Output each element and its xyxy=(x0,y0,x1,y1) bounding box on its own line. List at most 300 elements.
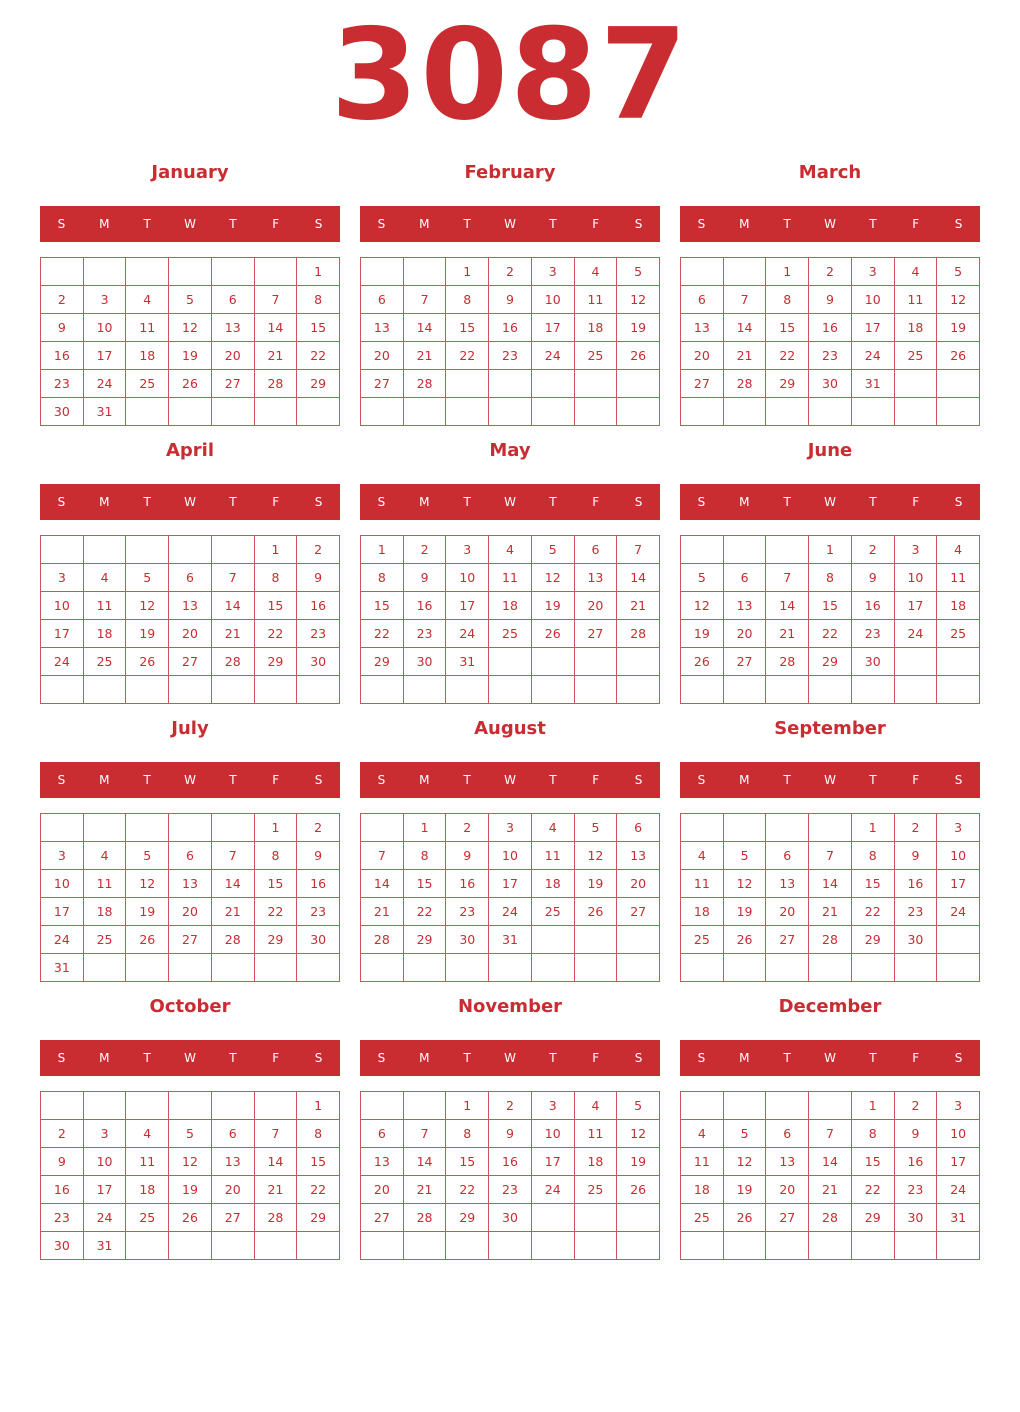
day-cell: 22 xyxy=(404,898,447,926)
day-cell: 30 xyxy=(489,1204,532,1232)
day-cell: 18 xyxy=(532,870,575,898)
day-cell: 23 xyxy=(895,1176,938,1204)
weekday-label: W xyxy=(184,773,196,787)
month-name: October xyxy=(149,996,231,1017)
weekday-label: W xyxy=(504,495,516,509)
day-cell: 14 xyxy=(809,1148,852,1176)
empty-cell xyxy=(126,954,169,982)
day-cell: 12 xyxy=(681,592,724,620)
day-cell: 9 xyxy=(41,314,84,342)
day-cell: 4 xyxy=(937,536,980,564)
day-cell: 7 xyxy=(809,1120,852,1148)
day-cell: 27 xyxy=(766,1204,809,1232)
empty-cell xyxy=(895,954,938,982)
weekday-header xyxy=(680,1040,980,1076)
empty-cell xyxy=(489,370,532,398)
day-cell: 1 xyxy=(404,814,447,842)
empty-cell xyxy=(255,676,298,704)
day-cell: 28 xyxy=(809,1204,852,1232)
day-cell: 15 xyxy=(361,592,404,620)
day-cell: 27 xyxy=(169,648,212,676)
day-cell: 2 xyxy=(446,814,489,842)
day-grid xyxy=(40,813,340,982)
day-cell: 12 xyxy=(937,286,980,314)
day-cell: 22 xyxy=(852,898,895,926)
day-cell: 16 xyxy=(41,1176,84,1204)
day-cell: 17 xyxy=(41,898,84,926)
day-cell: 9 xyxy=(809,286,852,314)
weekday-label: T xyxy=(549,773,557,787)
day-cell: 14 xyxy=(404,314,447,342)
day-cell: 30 xyxy=(41,1232,84,1260)
day-grid xyxy=(680,813,980,982)
weekday-label: S xyxy=(697,1051,706,1065)
day-cell: 15 xyxy=(852,870,895,898)
day-cell: 9 xyxy=(41,1148,84,1176)
day-cell: 7 xyxy=(766,564,809,592)
weekday-label: F xyxy=(912,495,920,509)
empty-cell xyxy=(41,1092,84,1120)
day-cell: 3 xyxy=(937,814,980,842)
weekday-header xyxy=(680,762,980,798)
day-cell: 25 xyxy=(489,620,532,648)
empty-cell xyxy=(297,398,340,426)
day-cell: 6 xyxy=(681,286,724,314)
day-cell: 3 xyxy=(84,1120,127,1148)
day-cell: 1 xyxy=(297,258,340,286)
day-cell: 28 xyxy=(766,648,809,676)
empty-cell xyxy=(255,1092,298,1120)
empty-cell xyxy=(681,398,724,426)
day-cell: 24 xyxy=(532,342,575,370)
day-cell: 25 xyxy=(575,342,618,370)
day-cell: 15 xyxy=(297,314,340,342)
day-cell: 22 xyxy=(809,620,852,648)
day-cell: 23 xyxy=(297,620,340,648)
day-cell: 1 xyxy=(446,258,489,286)
empty-cell xyxy=(937,370,980,398)
day-cell: 9 xyxy=(446,842,489,870)
day-cell: 3 xyxy=(446,536,489,564)
weekday-label: F xyxy=(912,773,920,787)
day-cell: 27 xyxy=(617,898,660,926)
weekday-label: T xyxy=(869,217,877,231)
day-cell: 6 xyxy=(169,564,212,592)
empty-cell xyxy=(84,1092,127,1120)
empty-cell xyxy=(532,648,575,676)
day-cell: 1 xyxy=(361,536,404,564)
day-cell: 26 xyxy=(681,648,724,676)
day-cell: 13 xyxy=(766,1148,809,1176)
day-cell: 26 xyxy=(126,926,169,954)
day-cell: 7 xyxy=(404,1120,447,1148)
day-cell: 18 xyxy=(575,1148,618,1176)
weekday-label: S xyxy=(314,773,323,787)
empty-cell xyxy=(532,370,575,398)
weekday-label: S xyxy=(57,217,66,231)
empty-cell xyxy=(809,1092,852,1120)
weekday-header xyxy=(40,762,340,798)
empty-cell xyxy=(404,1092,447,1120)
empty-cell xyxy=(126,398,169,426)
weekday-label: F xyxy=(272,495,280,509)
day-cell: 3 xyxy=(532,258,575,286)
day-cell: 24 xyxy=(937,1176,980,1204)
day-cell: 5 xyxy=(617,258,660,286)
empty-cell xyxy=(575,398,618,426)
day-cell: 18 xyxy=(84,620,127,648)
day-cell: 8 xyxy=(404,842,447,870)
day-cell: 23 xyxy=(297,898,340,926)
empty-cell xyxy=(361,1092,404,1120)
day-cell: 28 xyxy=(212,648,255,676)
day-cell: 17 xyxy=(84,1176,127,1204)
empty-cell xyxy=(126,258,169,286)
empty-cell xyxy=(724,676,767,704)
day-cell: 18 xyxy=(681,898,724,926)
day-cell: 13 xyxy=(361,1148,404,1176)
day-cell: 9 xyxy=(297,842,340,870)
empty-cell xyxy=(169,398,212,426)
day-cell: 3 xyxy=(41,564,84,592)
day-cell: 25 xyxy=(126,370,169,398)
empty-cell xyxy=(852,398,895,426)
day-cell: 20 xyxy=(575,592,618,620)
day-grid xyxy=(360,813,660,982)
day-cell: 20 xyxy=(169,620,212,648)
day-cell: 8 xyxy=(852,1120,895,1148)
weekday-label: T xyxy=(463,773,471,787)
day-cell: 7 xyxy=(617,536,660,564)
empty-cell xyxy=(169,814,212,842)
day-cell: 19 xyxy=(937,314,980,342)
empty-cell xyxy=(41,676,84,704)
empty-cell xyxy=(809,1232,852,1260)
day-cell: 20 xyxy=(617,870,660,898)
day-cell: 17 xyxy=(489,870,532,898)
empty-cell xyxy=(126,676,169,704)
day-cell: 6 xyxy=(766,842,809,870)
month-name: July xyxy=(171,718,209,739)
empty-cell xyxy=(681,676,724,704)
day-cell: 9 xyxy=(404,564,447,592)
weekday-label: M xyxy=(99,1051,110,1065)
day-cell: 27 xyxy=(361,370,404,398)
day-cell: 15 xyxy=(404,870,447,898)
day-cell: 2 xyxy=(41,1120,84,1148)
day-cell: 23 xyxy=(489,1176,532,1204)
empty-cell xyxy=(809,398,852,426)
day-cell: 23 xyxy=(852,620,895,648)
day-cell: 16 xyxy=(297,592,340,620)
day-cell: 1 xyxy=(809,536,852,564)
weekday-label: T xyxy=(229,773,237,787)
day-cell: 5 xyxy=(724,842,767,870)
weekday-label: W xyxy=(184,1051,196,1065)
day-cell: 17 xyxy=(937,1148,980,1176)
day-cell: 3 xyxy=(532,1092,575,1120)
day-cell: 25 xyxy=(681,926,724,954)
day-cell: 23 xyxy=(809,342,852,370)
day-cell: 25 xyxy=(895,342,938,370)
weekday-label: F xyxy=(592,495,600,509)
empty-cell xyxy=(681,536,724,564)
empty-cell xyxy=(169,536,212,564)
day-cell: 28 xyxy=(255,1204,298,1232)
empty-cell xyxy=(724,1092,767,1120)
weekday-label: W xyxy=(824,1051,836,1065)
weekday-label: M xyxy=(739,773,750,787)
day-cell: 18 xyxy=(937,592,980,620)
day-cell: 16 xyxy=(41,342,84,370)
weekday-label: S xyxy=(314,217,323,231)
weekday-label: S xyxy=(954,495,963,509)
day-cell: 29 xyxy=(446,1204,489,1232)
weekday-label: T xyxy=(549,217,557,231)
month-name: April xyxy=(165,440,215,461)
empty-cell xyxy=(766,676,809,704)
day-cell: 10 xyxy=(895,564,938,592)
empty-cell xyxy=(212,258,255,286)
day-cell: 2 xyxy=(852,536,895,564)
day-cell: 7 xyxy=(404,286,447,314)
day-cell: 29 xyxy=(852,1204,895,1232)
day-cell: 20 xyxy=(681,342,724,370)
day-cell: 24 xyxy=(532,1176,575,1204)
day-cell: 21 xyxy=(404,342,447,370)
day-cell: 9 xyxy=(895,1120,938,1148)
empty-cell xyxy=(575,1204,618,1232)
weekday-label: M xyxy=(739,1051,750,1065)
day-cell: 25 xyxy=(681,1204,724,1232)
day-cell: 26 xyxy=(937,342,980,370)
day-cell: 10 xyxy=(937,1120,980,1148)
empty-cell xyxy=(41,814,84,842)
empty-cell xyxy=(84,676,127,704)
day-cell: 24 xyxy=(446,620,489,648)
day-cell: 29 xyxy=(255,926,298,954)
day-cell: 11 xyxy=(532,842,575,870)
day-cell: 20 xyxy=(766,1176,809,1204)
weekday-label: F xyxy=(592,217,600,231)
day-cell: 29 xyxy=(297,370,340,398)
empty-cell xyxy=(766,814,809,842)
day-cell: 5 xyxy=(681,564,724,592)
day-cell: 20 xyxy=(361,1176,404,1204)
day-cell: 8 xyxy=(446,1120,489,1148)
day-cell: 4 xyxy=(532,814,575,842)
day-cell: 29 xyxy=(255,648,298,676)
day-cell: 28 xyxy=(809,926,852,954)
day-cell: 9 xyxy=(297,564,340,592)
day-cell: 13 xyxy=(169,592,212,620)
empty-cell xyxy=(126,1092,169,1120)
month-june xyxy=(680,436,980,704)
day-cell: 20 xyxy=(212,1176,255,1204)
day-cell: 6 xyxy=(766,1120,809,1148)
day-cell: 24 xyxy=(41,926,84,954)
day-cell: 15 xyxy=(852,1148,895,1176)
day-cell: 24 xyxy=(84,370,127,398)
weekday-label: M xyxy=(99,773,110,787)
day-cell: 12 xyxy=(724,870,767,898)
weekday-label: T xyxy=(549,1051,557,1065)
day-cell: 8 xyxy=(255,842,298,870)
day-cell: 12 xyxy=(126,870,169,898)
weekday-label: S xyxy=(377,217,386,231)
day-cell: 5 xyxy=(169,1120,212,1148)
day-cell: 16 xyxy=(446,870,489,898)
day-cell: 19 xyxy=(724,898,767,926)
day-cell: 21 xyxy=(404,1176,447,1204)
empty-cell xyxy=(937,648,980,676)
day-cell: 29 xyxy=(766,370,809,398)
day-cell: 25 xyxy=(532,898,575,926)
day-cell: 27 xyxy=(724,648,767,676)
day-cell: 13 xyxy=(361,314,404,342)
day-cell: 13 xyxy=(212,314,255,342)
day-cell: 12 xyxy=(126,592,169,620)
empty-cell xyxy=(617,1204,660,1232)
day-cell: 3 xyxy=(489,814,532,842)
weekday-label: S xyxy=(377,1051,386,1065)
weekday-label: T xyxy=(869,495,877,509)
empty-cell xyxy=(895,648,938,676)
day-cell: 27 xyxy=(212,1204,255,1232)
day-cell: 20 xyxy=(361,342,404,370)
day-cell: 16 xyxy=(489,314,532,342)
empty-cell xyxy=(681,1232,724,1260)
day-cell: 9 xyxy=(489,1120,532,1148)
day-cell: 2 xyxy=(404,536,447,564)
day-cell: 4 xyxy=(126,1120,169,1148)
day-cell: 7 xyxy=(809,842,852,870)
day-cell: 6 xyxy=(212,286,255,314)
day-cell: 2 xyxy=(297,536,340,564)
day-cell: 17 xyxy=(937,870,980,898)
day-cell: 28 xyxy=(255,370,298,398)
month-name: August xyxy=(474,718,546,739)
day-cell: 3 xyxy=(895,536,938,564)
empty-cell xyxy=(169,258,212,286)
day-cell: 10 xyxy=(84,1148,127,1176)
day-cell: 6 xyxy=(575,536,618,564)
weekday-label: T xyxy=(463,217,471,231)
day-cell: 2 xyxy=(297,814,340,842)
weekday-label: S xyxy=(57,1051,66,1065)
weekday-label: F xyxy=(272,773,280,787)
empty-cell xyxy=(361,1232,404,1260)
day-cell: 30 xyxy=(41,398,84,426)
weekday-label: T xyxy=(229,217,237,231)
weekday-label: S xyxy=(634,217,643,231)
day-cell: 8 xyxy=(446,286,489,314)
day-cell: 5 xyxy=(532,536,575,564)
day-cell: 13 xyxy=(169,870,212,898)
weekday-label: T xyxy=(229,1051,237,1065)
weekday-header xyxy=(360,484,660,520)
empty-cell xyxy=(766,536,809,564)
empty-cell xyxy=(84,814,127,842)
empty-cell xyxy=(446,398,489,426)
day-cell: 9 xyxy=(489,286,532,314)
day-grid xyxy=(680,535,980,704)
weekday-label: W xyxy=(184,495,196,509)
day-cell: 22 xyxy=(297,342,340,370)
day-cell: 22 xyxy=(852,1176,895,1204)
month-may xyxy=(360,436,660,704)
month-november xyxy=(360,992,660,1260)
day-cell: 16 xyxy=(489,1148,532,1176)
day-cell: 1 xyxy=(297,1092,340,1120)
day-cell: 11 xyxy=(126,314,169,342)
day-cell: 12 xyxy=(724,1148,767,1176)
weekday-label: M xyxy=(99,217,110,231)
day-cell: 27 xyxy=(212,370,255,398)
weekday-label: F xyxy=(912,1051,920,1065)
empty-cell xyxy=(809,954,852,982)
day-cell: 12 xyxy=(169,314,212,342)
day-grid xyxy=(40,535,340,704)
empty-cell xyxy=(852,1232,895,1260)
empty-cell xyxy=(617,370,660,398)
empty-cell xyxy=(84,536,127,564)
day-grid xyxy=(680,257,980,426)
day-cell: 4 xyxy=(489,536,532,564)
day-cell: 25 xyxy=(126,1204,169,1232)
day-cell: 14 xyxy=(404,1148,447,1176)
day-cell: 11 xyxy=(681,1148,724,1176)
day-cell: 6 xyxy=(361,1120,404,1148)
weekday-label: T xyxy=(143,495,151,509)
day-cell: 1 xyxy=(852,1092,895,1120)
day-cell: 12 xyxy=(169,1148,212,1176)
weekday-label: S xyxy=(697,773,706,787)
weekday-label: S xyxy=(314,495,323,509)
day-cell: 8 xyxy=(809,564,852,592)
weekday-label: T xyxy=(783,217,791,231)
empty-cell xyxy=(255,258,298,286)
day-grid xyxy=(40,1091,340,1260)
weekday-label: T xyxy=(869,773,877,787)
day-cell: 30 xyxy=(895,926,938,954)
day-cell: 8 xyxy=(852,842,895,870)
day-cell: 18 xyxy=(895,314,938,342)
weekday-label: S xyxy=(697,495,706,509)
day-cell: 19 xyxy=(532,592,575,620)
weekday-label: S xyxy=(634,773,643,787)
day-cell: 2 xyxy=(489,1092,532,1120)
day-cell: 6 xyxy=(212,1120,255,1148)
weekday-label: S xyxy=(57,773,66,787)
empty-cell xyxy=(681,1092,724,1120)
day-cell: 19 xyxy=(126,898,169,926)
day-cell: 19 xyxy=(617,314,660,342)
weekday-label: M xyxy=(419,495,430,509)
weekday-label: W xyxy=(504,217,516,231)
month-name: September xyxy=(774,718,886,739)
day-cell: 31 xyxy=(84,398,127,426)
empty-cell xyxy=(255,954,298,982)
day-cell: 8 xyxy=(766,286,809,314)
day-cell: 11 xyxy=(84,870,127,898)
day-cell: 5 xyxy=(937,258,980,286)
day-cell: 7 xyxy=(255,286,298,314)
empty-cell xyxy=(489,648,532,676)
empty-cell xyxy=(724,258,767,286)
day-cell: 2 xyxy=(809,258,852,286)
day-cell: 16 xyxy=(895,1148,938,1176)
